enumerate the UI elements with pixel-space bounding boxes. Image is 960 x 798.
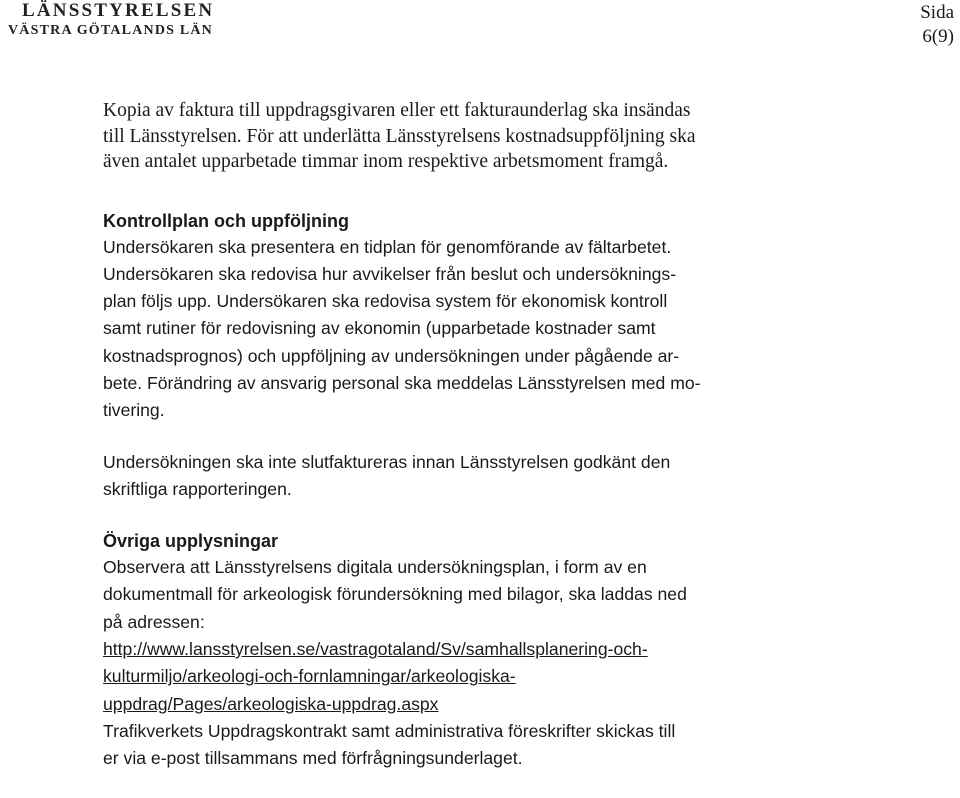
- text-line: på adressen:: [103, 611, 205, 632]
- text-line: Undersökaren ska redovisa hur avvikelser från beslut och undersöknings-: [103, 263, 677, 284]
- section-paragraph: [103, 554, 823, 772]
- text-line: även antalet upparbetade timmar inom respektive arbetsmoment framgå.: [103, 151, 669, 172]
- text-line: till Länsstyrelsen. För att underlätta Länsstyrelsens kostnadsuppföljning ska: [103, 125, 696, 147]
- text-line: Undersökaren ska presentera en tidplan för genomförande av fältarbetet.: [103, 236, 672, 257]
- document-body: [103, 98, 823, 773]
- logo-region-name: VÄSTRA GÖTALANDS LÄN: [8, 23, 213, 38]
- section-heading: Kontrollplan och uppföljning: [103, 210, 349, 231]
- text-line: Kopia av faktura till uppdragsgivaren eller ett fakturaunderlag ska insändas: [103, 100, 691, 121]
- text-line: Trafikverkets Uppdragskontrakt samt administrativa föreskrifter skickas till: [103, 720, 676, 741]
- text-line: dokumentmall för arkeologisk förundersökning med bilagor, ska laddas ned: [103, 584, 687, 605]
- text-line: skriftliga rapporteringen.: [103, 478, 292, 499]
- text-line: er via e-post tillsammans med förfrågningsunderlaget.: [103, 748, 523, 769]
- text-line: Observera att Länsstyrelsens digitala undersökningsplan, i form av en: [103, 557, 647, 578]
- page-number: 6(9): [922, 26, 954, 47]
- page-indicator: [920, 1, 954, 49]
- text-line: samt rutiner för redovisning av ekonomin (upparbetade kostnader samt: [103, 318, 656, 339]
- section-kontrollplan: [103, 208, 823, 773]
- text-line: tivering.: [103, 400, 165, 421]
- download-link[interactable]: [103, 639, 648, 714]
- section-paragraph: [103, 449, 823, 504]
- intro-paragraph: [103, 98, 823, 175]
- link-line[interactable]: http://www.lansstyrelsen.se/vastragotaland/Sv/samhallsplanering-och-: [103, 639, 648, 660]
- agency-logo: [5, 0, 214, 40]
- section-heading: Övriga upplysningar: [103, 531, 279, 552]
- text-line: bete. Förändring av ansvarig personal ska meddelas Länsstyrelsen med mo-: [103, 372, 701, 393]
- section-paragraph: [103, 234, 823, 425]
- text-line: kostnadsprognos) och uppföljning av undersökningen under pågående ar-: [103, 345, 680, 366]
- text-line: plan följs upp. Undersökaren ska redovisa system för ekonomisk kontroll: [103, 291, 668, 312]
- page-label: Sida: [920, 2, 954, 23]
- text-line: Undersökningen ska inte slutfaktureras innan Länsstyrelsen godkänt den: [103, 451, 671, 472]
- link-line[interactable]: kulturmiljo/arkeologi-och-fornlamningar/arkeologiska-: [103, 666, 516, 687]
- link-line[interactable]: uppdrag/Pages/arkeologiska-uppdrag.aspx: [103, 693, 439, 714]
- logo-org-name: LÄNSSTYRELSEN: [22, 0, 215, 21]
